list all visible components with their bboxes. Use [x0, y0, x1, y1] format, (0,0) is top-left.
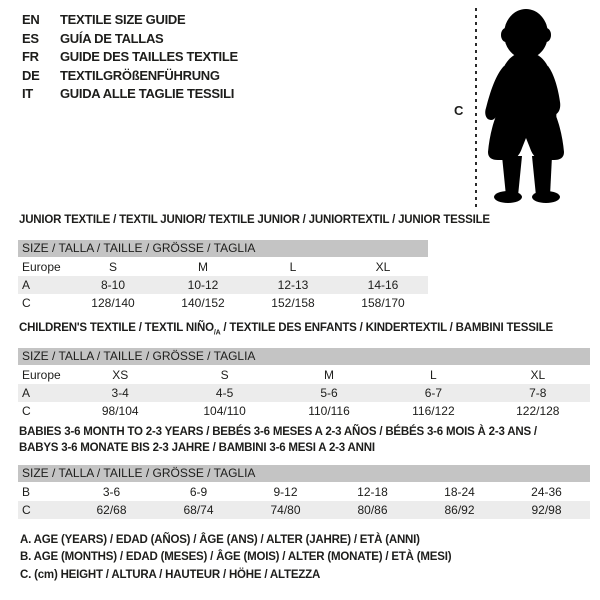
lang-code: EN: [22, 12, 40, 27]
size-cell: XS: [112, 368, 129, 382]
children-table-title: [19, 322, 553, 336]
size-header-row: SIZE / TALLA / TAILLE / GRÖSSE / TAGLIA: [18, 465, 590, 482]
height-cell: 98/104: [101, 404, 139, 418]
height-cell: 152/158: [271, 296, 315, 310]
height-cell: 62/68: [96, 503, 127, 517]
junior-size-table: [18, 240, 428, 312]
note-height-cm: C. (cm) HEIGHT / ALTURA / HAUTEUR / HÖHE / ALTEZZA: [20, 568, 321, 581]
height-cell: 116/122: [412, 404, 455, 418]
height-cell: 140/152: [181, 296, 225, 310]
table-row-height: [18, 294, 428, 312]
table-row-europe: [18, 366, 590, 384]
note-age-months: B. AGE (MONTHS) / EDAD (MESES) / ÂGE (MOIS) / ALTER (MONATE) / ETÀ (MESI): [20, 551, 452, 564]
guide-title-fr: GUIDE DES TAILLES TEXTILE: [60, 49, 238, 64]
size-cell: S: [108, 260, 117, 274]
guide-title-es: GUÍA DE TALLAS: [60, 30, 164, 46]
lang-row-it: [22, 85, 238, 104]
age-cell: 5-6: [320, 386, 338, 400]
table-row-europe: [18, 258, 428, 276]
guide-title-it: GUIDA ALLE TAGLIE TESSILI: [60, 86, 235, 101]
children-title-pre: CHILDREN'S TEXTILE / TEXTIL NIÑO: [19, 322, 214, 334]
table-row-age: [18, 276, 428, 294]
size-cell: XL: [530, 368, 546, 382]
babies-table-title: [19, 424, 537, 456]
size-cell: XL: [375, 260, 391, 274]
size-header-row: SIZE / TALLA / TAILLE / GRÖSSE / TAGLIA: [18, 240, 428, 257]
height-cell: 92/98: [531, 503, 562, 517]
children-title-post: / TEXTILE DES ENFANTS / KINDERTEXTIL / BAMBINI TESSILE: [220, 322, 553, 334]
legend-notes: [20, 532, 451, 584]
row-label: A: [22, 278, 31, 292]
children-title-sub: /A: [213, 329, 221, 337]
age-cell: 12-18: [357, 485, 388, 499]
age-cell: 3-6: [102, 485, 121, 499]
table-row-age-months: [18, 483, 590, 501]
row-label: Europe: [22, 368, 61, 382]
height-cell: 74/80: [270, 503, 301, 517]
row-label: C: [22, 296, 31, 310]
height-cell: 158/170: [361, 296, 405, 310]
height-cell: 80/86: [357, 503, 388, 517]
height-cell: 68/74: [183, 503, 214, 517]
table-row-age: [18, 384, 590, 402]
age-cell: 24-36: [531, 485, 562, 499]
language-title-list: [22, 11, 238, 104]
table-row-height: [18, 501, 590, 519]
table-row-height: [18, 402, 590, 420]
lang-code: ES: [22, 30, 39, 46]
row-label: A: [22, 386, 31, 400]
age-cell: 18-24: [444, 485, 475, 499]
age-cell: 6-7: [424, 386, 443, 400]
height-cell: 110/116: [308, 404, 350, 418]
age-cell: 6-9: [189, 485, 208, 499]
junior-table-title: JUNIOR TEXTILE / TEXTIL JUNIOR/ TEXTILE JUNIOR / JUNIORTEXTIL / JUNIOR TESSILE: [19, 214, 490, 226]
height-measure-label: C: [454, 103, 464, 118]
measurement-figure: [440, 0, 600, 215]
lang-row-es: [22, 30, 238, 49]
age-cell: 12-13: [277, 278, 309, 292]
age-cell: 10-12: [187, 278, 219, 292]
height-cell: 86/92: [444, 503, 475, 517]
height-cell: 128/140: [91, 296, 135, 310]
babies-title-line2: BABYS 3-6 MONATE BIS 2-3 JAHRE / BAMBINI 3-6 MESI A 2-3 ANNI: [19, 442, 375, 454]
children-size-table: [18, 348, 590, 420]
height-cell: 104/110: [203, 404, 246, 418]
lang-code: FR: [22, 49, 39, 64]
lang-code: IT: [22, 86, 33, 101]
size-cell: M: [323, 368, 334, 382]
babies-size-table: [18, 465, 590, 519]
size-cell: L: [430, 368, 437, 382]
babies-title-line1: BABIES 3-6 MONTH TO 2-3 YEARS / BEBÉS 3-6 MESES A 2-3 AÑOS / BÉBÉS 3-6 MOIS À 2-3 ANS /: [19, 426, 537, 438]
age-cell: 4-5: [215, 386, 234, 400]
age-cell: 7-8: [529, 386, 547, 400]
row-label: Europe: [22, 260, 61, 274]
age-cell: 9-12: [273, 485, 298, 499]
note-age-years: A. AGE (YEARS) / EDAD (AÑOS) / ÂGE (ANS) / ALTER (JAHRE) / ETÀ (ANNI): [20, 534, 420, 546]
baby-silhouette: [484, 8, 572, 208]
lang-row-en: [22, 11, 238, 30]
height-cell: 122/128: [516, 404, 560, 418]
size-cell: M: [198, 260, 208, 274]
row-label: B: [22, 485, 31, 499]
guide-title-de: TEXTILGRÖßENFÜHRUNG: [60, 67, 220, 83]
age-cell: 14-16: [367, 278, 399, 292]
size-header-row: SIZE / TALLA / TAILLE / GRÖSSE / TAGLIA: [18, 348, 590, 365]
lang-row-de: [22, 67, 238, 86]
guide-title-en: TEXTILE SIZE GUIDE: [60, 12, 186, 27]
height-dotted-line: [475, 8, 477, 208]
age-cell: 8-10: [100, 278, 126, 292]
lang-row-fr: [22, 48, 238, 67]
age-cell: 3-4: [111, 386, 129, 400]
lang-code: DE: [22, 67, 40, 83]
row-label: C: [22, 503, 31, 517]
size-cell: L: [289, 260, 297, 274]
row-label: C: [22, 404, 31, 418]
size-cell: S: [220, 368, 229, 382]
